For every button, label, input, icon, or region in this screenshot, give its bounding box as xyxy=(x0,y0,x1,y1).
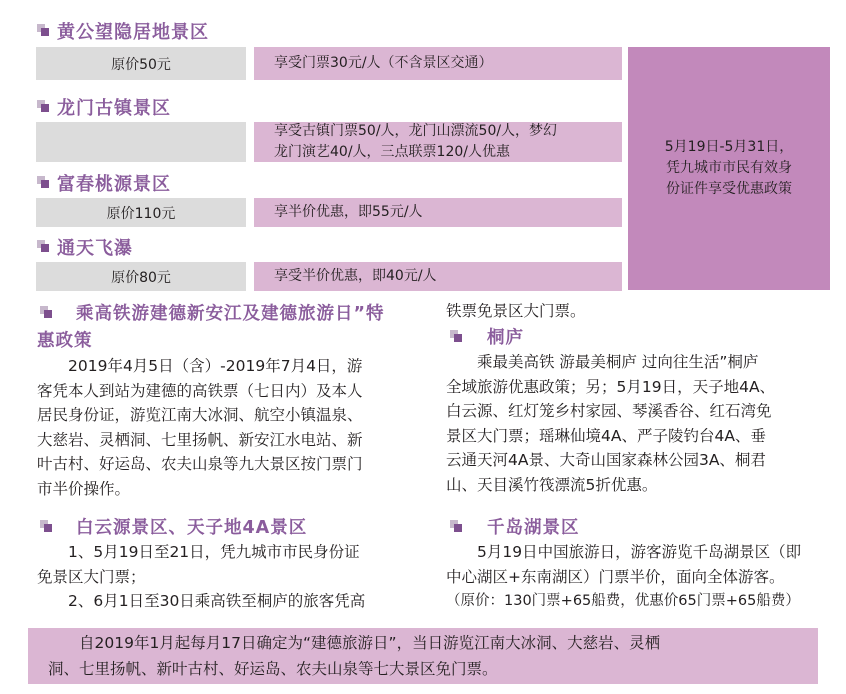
bottom-note-line: 自2019年1月起每月17日确定为“建德旅游日”，当日游览江南大冰洞、大慈岩、灵栖 xyxy=(79,634,661,652)
offer-cell: 享受半价优惠，即40元/人 xyxy=(254,262,622,291)
body-line: 云通天河4A景、大奇山国家森林公园3A、桐君 xyxy=(446,451,766,469)
original-price-cell: 原价80元 xyxy=(36,262,246,291)
side-note-line: 5月19日-5月31日， xyxy=(664,139,794,155)
section-title: 千岛湖景区 xyxy=(487,518,580,538)
side-note-line: 凭九城市市民有效身 xyxy=(666,160,792,176)
section-body xyxy=(446,350,831,497)
body-line: 全域旅游优惠政策；另；5月19日，天子地4A、 xyxy=(446,377,776,396)
section-title: 乘高铁游建德新安江及建德旅游日”特 xyxy=(76,304,385,324)
bullet-icon xyxy=(40,520,52,532)
original-price-cell: 原价50元 xyxy=(36,47,246,80)
body-line: 2019年4月5日（含）-2019年7月4日，游 xyxy=(68,357,363,375)
spot-title: 龙门古镇景区 xyxy=(57,98,171,119)
body-line: 免景区大门票； xyxy=(37,567,146,586)
body-line: （原价：130门票+65船费，优惠价65门票+65船费） xyxy=(446,593,800,609)
original-price-cell xyxy=(36,122,246,162)
body-line: 市半价操作。 xyxy=(37,479,131,498)
body-line: 白云源、红灯笼乡村家园、琴溪香谷、红石湾免 xyxy=(446,402,772,420)
bullet-icon xyxy=(37,176,49,188)
body-line: 居民身份证，游览江南大冰洞、航空小镇温泉、 xyxy=(37,406,363,424)
body-line: 2、6月1日至30日乘高铁至桐庐的旅客凭高 xyxy=(68,592,366,610)
section-title-cont: 惠政策 xyxy=(37,331,93,351)
spot-title: 通天飞瀑 xyxy=(57,238,133,259)
bottom-note-box xyxy=(28,628,818,684)
bullet-icon xyxy=(40,306,52,318)
section-body xyxy=(446,540,836,614)
offer-line: 享受古镇门票50/人，龙门山漂流50/人，梦幻 xyxy=(274,123,558,139)
body-line: 大慈岩、灵栖洞、七里扬帆、新安江水电站、新 xyxy=(37,430,363,449)
body-line: 1、5月19日至21日，凭九城市市民身份证 xyxy=(68,543,360,561)
body-line: 中心湖区+东南湖区）门票半价，面向全体游客。 xyxy=(446,567,785,586)
body-line: 叶古村、好运岛、农夫山泉等九大景区按门票门 xyxy=(37,455,363,473)
spot-title: 黄公望隐居地景区 xyxy=(57,22,209,43)
original-price-cell: 原价110元 xyxy=(36,198,246,227)
bullet-icon xyxy=(37,240,49,252)
continuation-text: 铁票免景区大门票。 xyxy=(446,302,586,320)
offer-cell: 享受门票30元/人（不含景区交通） xyxy=(254,47,622,80)
offer-line: 龙门演艺40/人，三点联票120/人优惠 xyxy=(274,144,510,160)
side-note-box xyxy=(628,47,830,290)
body-line: 5月19日中国旅游日，游客游览千岛湖景区（即 xyxy=(477,543,802,561)
body-line: 景区大门票；瑶琳仙境4A、严子陵钓台4A、垂 xyxy=(446,426,766,445)
offer-cell xyxy=(254,122,622,162)
offer-cell: 享半价优惠，即55元/人 xyxy=(254,198,622,227)
body-line: 客凭本人到站为建德的高铁票（七日内）及本人 xyxy=(37,381,363,400)
body-line: 乘最美高铁 游最美桐庐 过向往生活”桐庐 xyxy=(477,353,759,371)
bullet-icon xyxy=(37,100,49,112)
side-note-line: 份证件享受优惠政策 xyxy=(666,181,792,197)
bullet-icon xyxy=(450,520,462,532)
bottom-note-line: 洞、七里扬帆、新叶古村、好运岛、农夫山泉等七大景区免门票。 xyxy=(48,660,498,678)
bullet-icon xyxy=(450,330,462,342)
section-title: 桐庐 xyxy=(487,328,524,348)
bullet-icon xyxy=(37,24,49,36)
section-body xyxy=(37,540,415,614)
section-body xyxy=(37,354,415,501)
section-title: 白云源景区、天子地4A景区 xyxy=(76,518,308,538)
body-line: 山、天目溪竹筏漂流5折优惠。 xyxy=(446,475,658,494)
spot-title: 富春桃源景区 xyxy=(57,174,171,195)
